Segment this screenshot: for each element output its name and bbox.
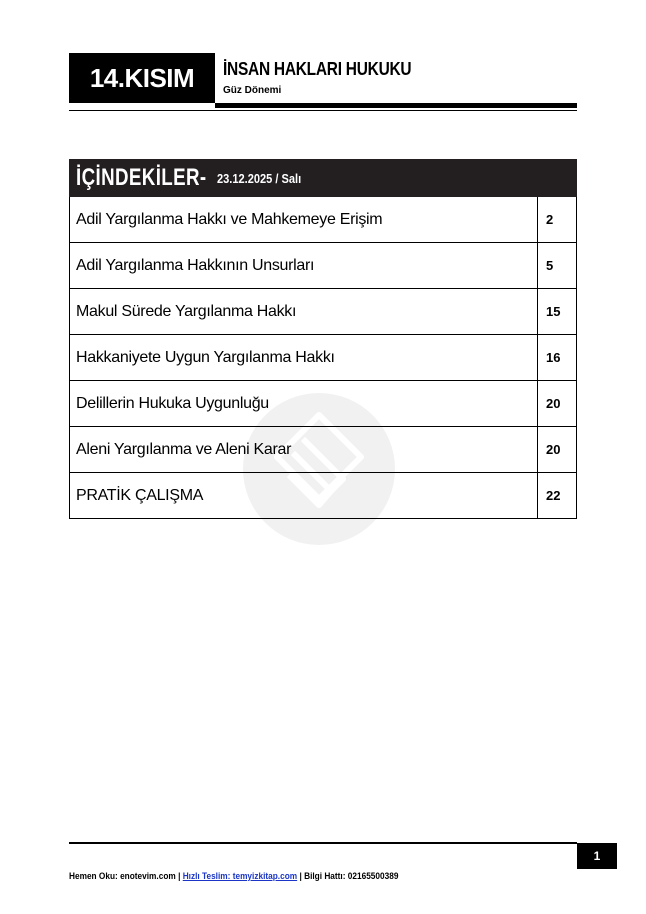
- page-header: [69, 53, 577, 111]
- toc-date: 23.12.2025 / Salı: [217, 170, 302, 186]
- toc-header: [69, 159, 577, 197]
- footer-contact: [69, 871, 398, 881]
- footer-hotline: Bilgi Hattı: 02165500389: [304, 871, 399, 881]
- toc-entry[interactable]: [70, 335, 576, 381]
- toc-entry-page: 20: [546, 442, 561, 457]
- toc-entry-label: Aleni Yargılanma ve Aleni Karar: [70, 427, 538, 472]
- toc-entry[interactable]: [70, 381, 576, 427]
- section-label: 14.KISIM: [69, 53, 215, 103]
- toc-entry-label: Delillerin Hukuka Uygunluğu: [70, 381, 538, 426]
- toc-entry-label: PRATİK ÇALIŞMA: [70, 473, 538, 518]
- toc-entry-label: Adil Yargılanma Hakkının Unsurları: [70, 243, 538, 288]
- toc-entry-page: 20: [546, 396, 561, 411]
- toc-entry-page: 16: [546, 350, 561, 365]
- footer-rule: [69, 842, 577, 844]
- toc-entry[interactable]: [70, 473, 576, 519]
- toc-title: İÇİNDEKİLER-: [76, 164, 207, 191]
- footer-separator: |: [178, 871, 181, 881]
- footer-read-label: Hemen Oku: enotevim.com: [69, 871, 176, 881]
- toc-entry[interactable]: [70, 243, 576, 289]
- toc-entry[interactable]: [70, 197, 576, 243]
- toc-entry-page: 15: [546, 304, 561, 319]
- toc-entry[interactable]: [70, 289, 576, 335]
- header-rule-thick: [215, 103, 577, 108]
- delivery-link[interactable]: Hızlı Teslim: temyizkitap.com: [182, 871, 298, 881]
- toc-rows: [69, 197, 577, 519]
- course-title: İNSAN HAKLARI HUKUKU: [223, 59, 412, 79]
- toc-entry-page: 2: [546, 212, 554, 227]
- header-rule-thin: [69, 110, 577, 111]
- toc-entry-label: Adil Yargılanma Hakkı ve Mahkemeye Erişim: [70, 197, 538, 242]
- table-of-contents: [69, 159, 577, 519]
- toc-entry-label: Makul Sürede Yargılanma Hakkı: [70, 289, 538, 334]
- toc-entry-page: 5: [546, 258, 554, 273]
- toc-entry-page: 22: [546, 488, 561, 503]
- footer-separator: |: [299, 871, 302, 881]
- toc-entry-label: Hakkaniyete Uygun Yargılanma Hakkı: [70, 335, 538, 380]
- toc-entry[interactable]: [70, 427, 576, 473]
- page-number: 1: [577, 843, 617, 869]
- term-label: Güz Dönemi: [223, 85, 282, 96]
